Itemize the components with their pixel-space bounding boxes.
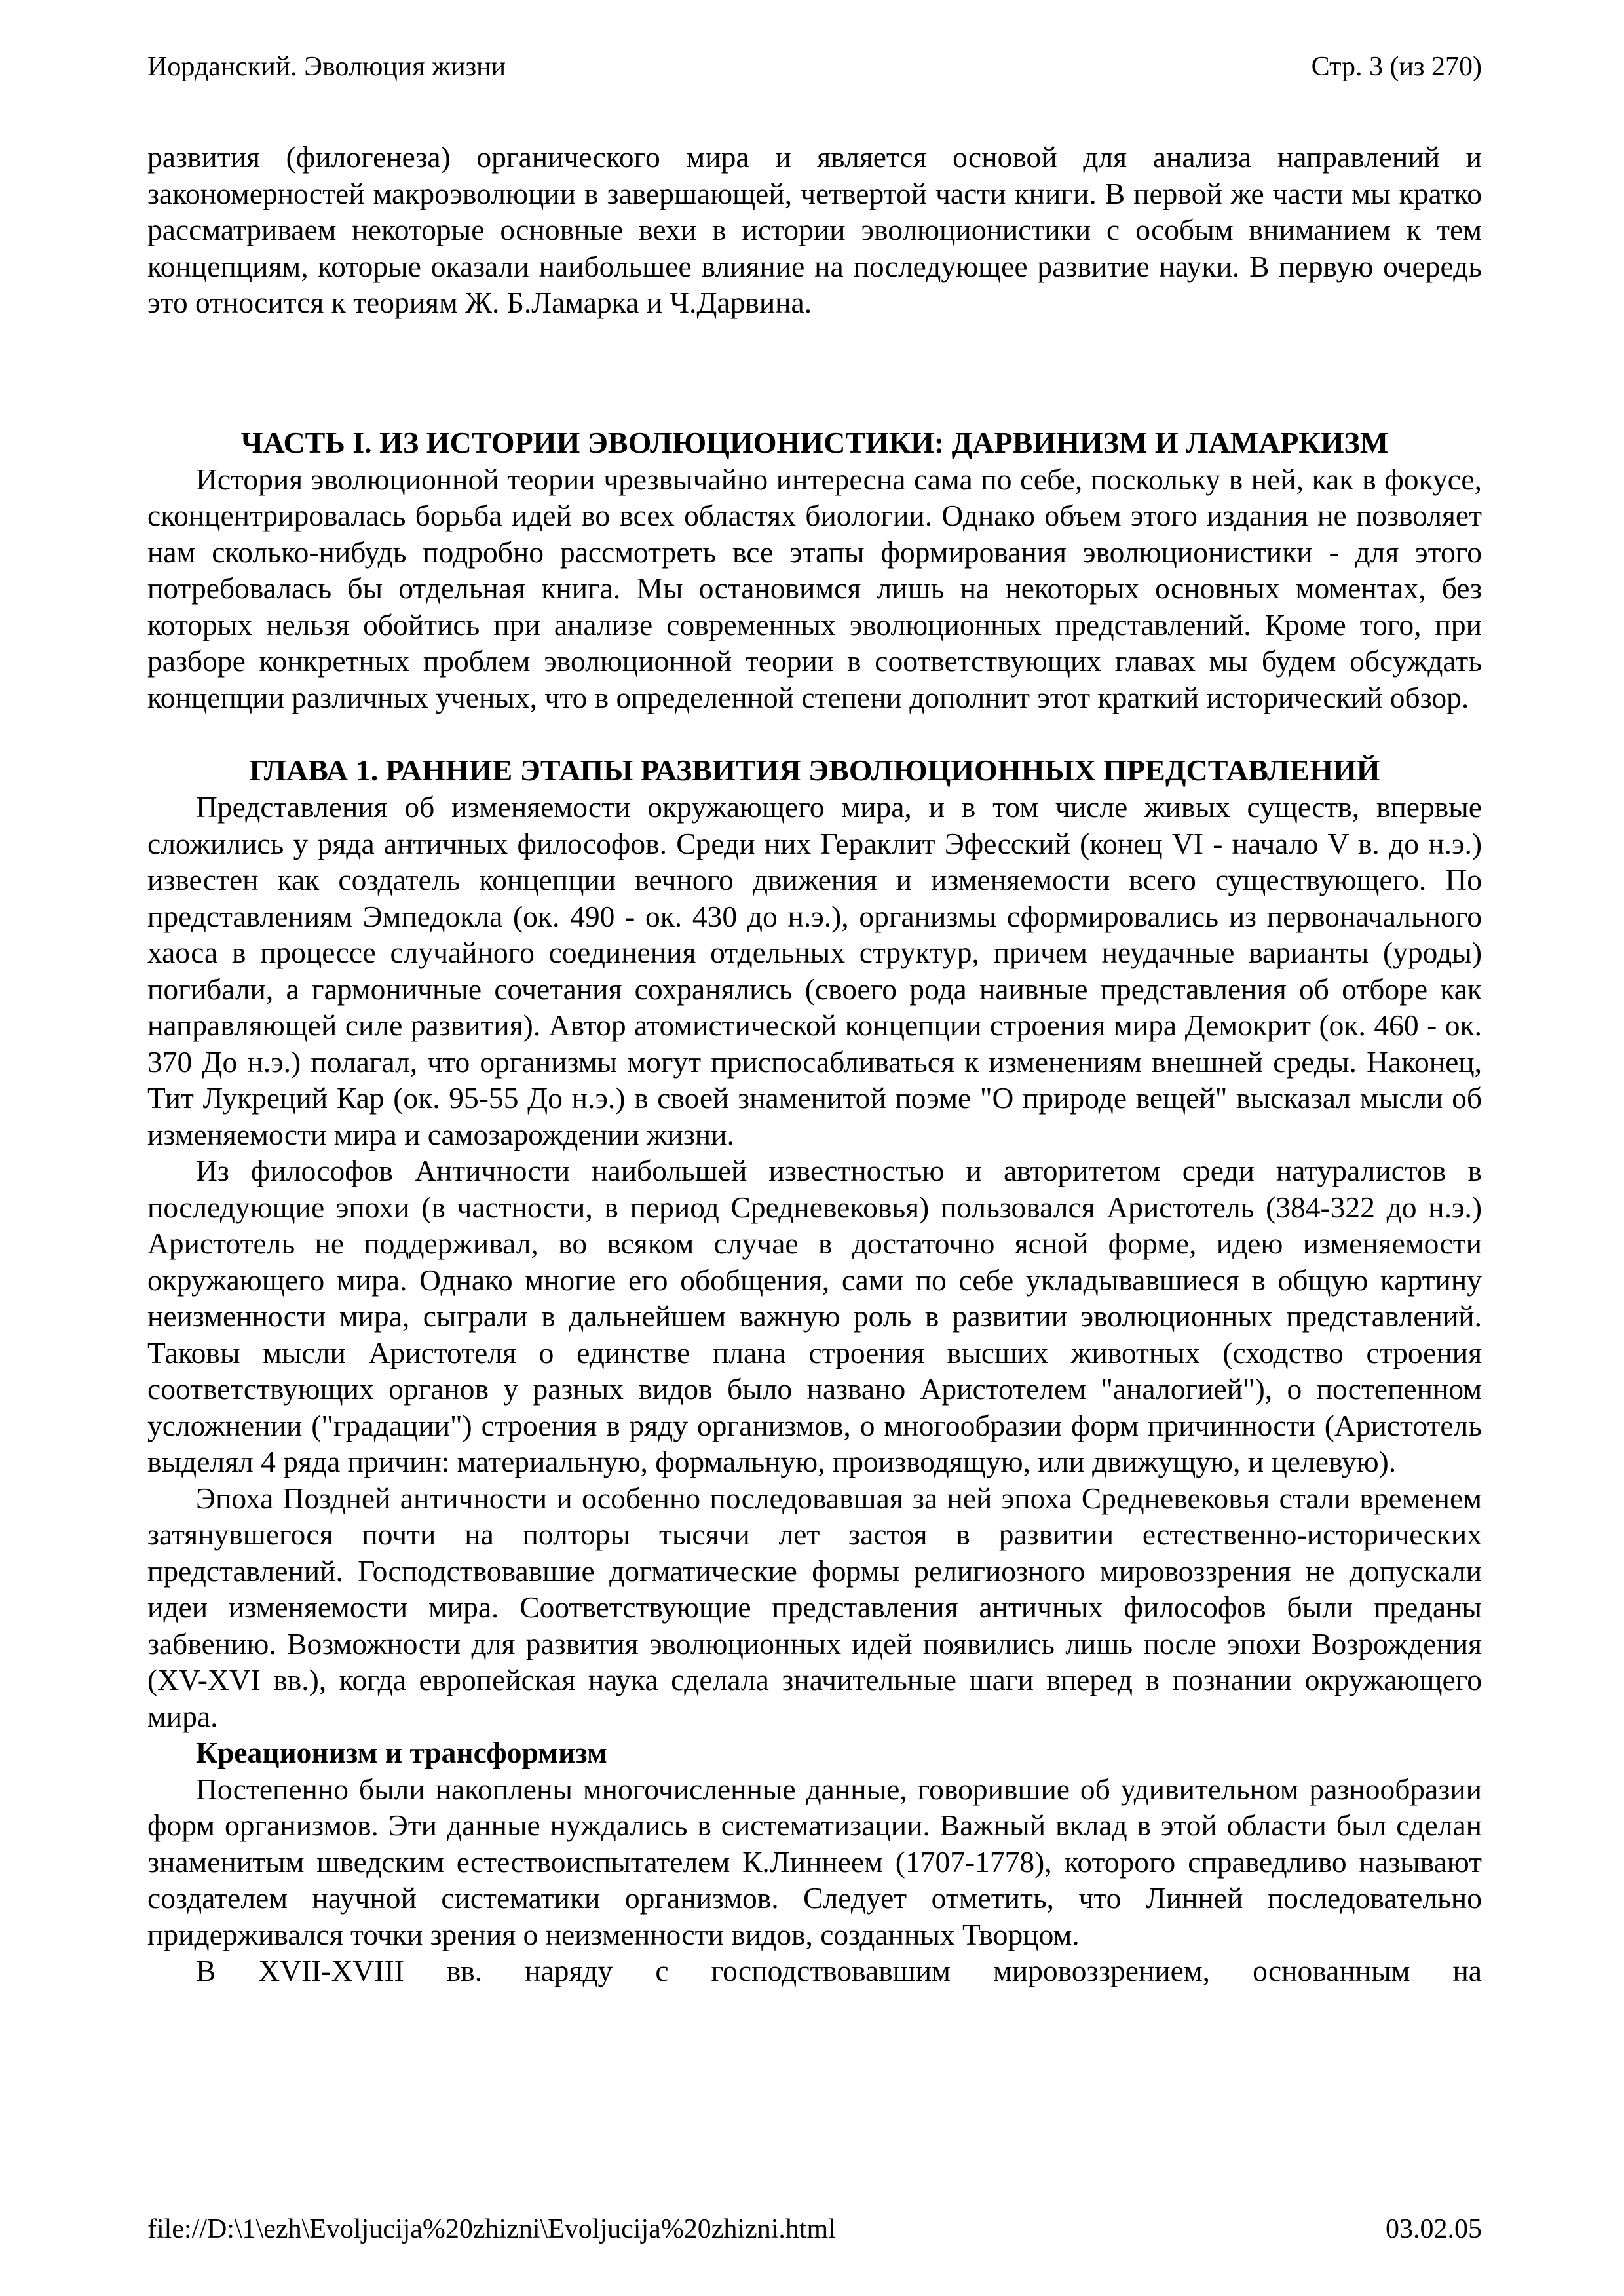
section-spacer [147, 716, 1482, 752]
subsection-heading: Креационизм и трансформизм [196, 1736, 607, 1769]
page-content [147, 139, 1482, 1989]
chapter-heading: ГЛАВА 1. РАННИЕ ЭТАПЫ РАЗВИТИЯ ЭВОЛЮЦИОННЫХ ПРЕДСТАВЛЕНИЙ [249, 754, 1380, 787]
page-indicator: Стр. 3 (из 270) [1311, 52, 1482, 82]
section-spacer [147, 321, 1482, 425]
file-path: file://D:\1\ezh\Evoljucija%20zhizni\Evoljucija%20zhizni.html [147, 2214, 836, 2244]
part-paragraph: История эволюционной теории чрезвычайно интересна сама по себе, поскольку в ней, как в фокусе, сконцентрировалась борьба идей во всех областях биологии. Однако объем этого издания не позволяет нам сколько-нибудь подробно рассмотреть все этапы формирования эволюционистики - для этого потребовалась бы отдельная книга. Мы остановимся лишь на некоторых основных моментах, без которых нельзя обойтись при анализе современных эволюционных представлений. Кроме того, при разборе конкретных проблем эволюционной теории в соответствующих главах мы будем обсуждать концепции различных ученых, что в определенной степени дополнит этот краткий исторический обзор. [147, 462, 1482, 714]
chapter-paragraph: Представления об изменяемости окружающего мира, и в том числе живых существ, впервые сложились у ряда античных философов. Среди них Гераклит Эфесский (конец VI - начало V в. до н.э.) известен как создатель концепции вечного движения и изменяемости всего существующего. По представлениям Эмпедокла (ок. 490 - ок. 430 до н.э.), организмы сформировались из первоначального хаоса в процессе случайного соединения отдельных структур, причем неудачные варианты (уроды) погибали, а гармоничные сочетания сохранялись (своего рода наивные представления об отборе как направляющей силе развития). Автор атомистической концепции строения мира Демокрит (ок. 460 - ок. 370 До н.э.) полагал, что организмы могут приспосабливаться к изменениям внешней среды. Наконец, Тит Лукреций Кар (ок. 95-55 До н.э.) в своей знаменитой поэме "О природе вещей" высказал мысли об изменяемости мира и самозарождении жизни. [147, 790, 1482, 1151]
part-heading: ЧАСТЬ I. ИЗ ИСТОРИИ ЭВОЛЮЦИОНИСТИКИ: ДАРВИНИЗМ И ЛАМАРКИЗМ [240, 425, 1389, 459]
subsection-paragraph: Постепенно были накоплены многочисленные данные, говорившие об удивительном разнообразии форм организмов. Эти данные нуждались в систематизации. Важный вклад в этой области был сделан знаменитым шведским естествоиспытателем К.Линнеем (1707-1778), которого справедливо называют создателем научной систематики организмов. Следует отметить, что Линней последовательно придерживался точки зрения о неизменности видов, созданных Творцом. [147, 1772, 1482, 1951]
running-header [147, 47, 1482, 86]
chapter-paragraph: Из философов Античности наибольшей известностью и авторитетом среди натуралистов в последующие эпохи (в частности, в период Средневековья) пользовался Аристотель (384-322 до н.э.) Аристотель не поддерживал, во всяком случае в достаточно ясной форме, идею изменяемости окружающего мира. Однако многие его обобщения, сами по себе укладывавшиеся в общую картину неизменности мира, сыграли в дальнейшем важную роль в развитии эволюционных представлений. Таковы мысли Аристотеля о единстве плана строения высших животных (сходство строения соответствующих органов у разных видов было названо Аристотелем "аналогией"), о постепенном усложнении ("градации") строения в ряду организмов, о многообразии форм причинности (Аристотель выделял 4 ряда причин: материальную, формальную, производящую, или движущую, и целевую). [147, 1154, 1482, 1478]
subsection-paragraph: В XVII-XVIII вв. наряду с господствовавшим мировоззрением, основанным на [196, 1954, 1482, 1987]
chapter-paragraph: Эпоха Поздней античности и особенно последовавшая за ней эпоха Средневековья стали временем затянувшегося почти на полторы тысячи лет застоя в развитии естественно-исторических представлений. Господствовавшие догматические формы религиозного мировоззрения не допускали идеи изменяемости мира. Соответствующие представления античных философов были преданы забвению. Возможности для развития эволюционных идей появились лишь после эпохи Возрождения (XV-XVI вв.), когда европейская наука сделала значительные шаги вперед в познании окружающего мира. [147, 1481, 1482, 1733]
print-date: 03.02.05 [1386, 2214, 1482, 2244]
intro-paragraph: развития (филогенеза) органического мира и является основой для анализа направлений и закономерностей макроэволюции в завершающей, четвертой части книги. В первой же части мы кратко рассматриваем некоторые основные вехи в истории эволюционистики с особым вниманием к тем концепциям, которые оказали наибольшее влияние на последующее развитие науки. В первую очередь это относится к теориям Ж. Б.Ламарка и Ч.Дарвина. [147, 140, 1482, 319]
running-footer [147, 2210, 1482, 2249]
book-title: Иорданский. Эволюция жизни [147, 52, 506, 82]
